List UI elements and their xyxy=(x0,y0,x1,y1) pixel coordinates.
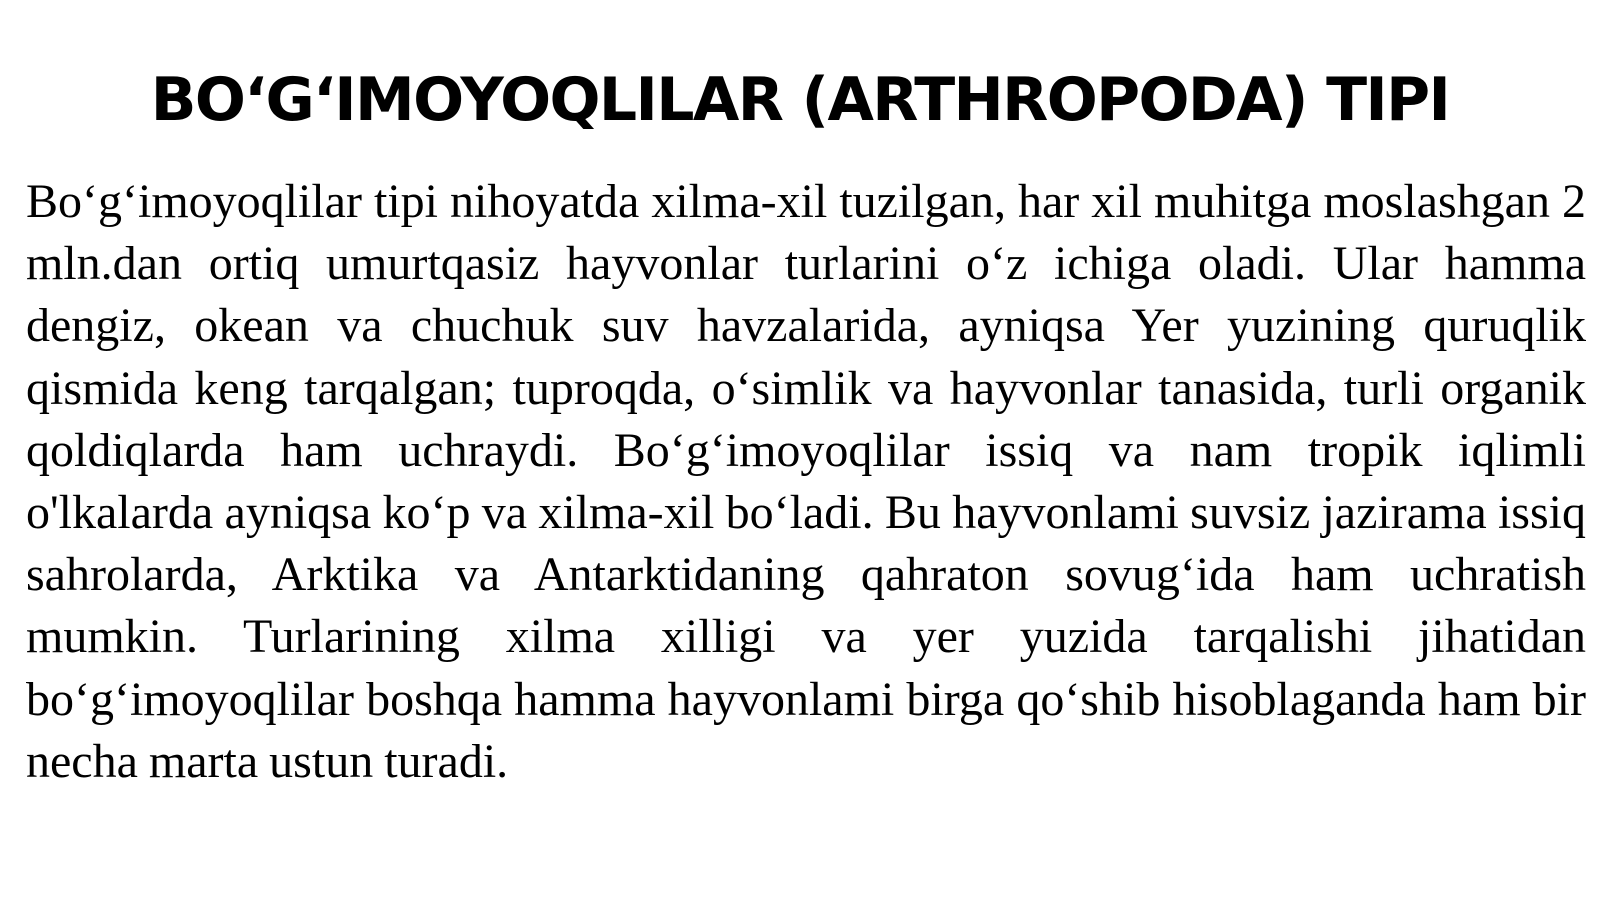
slide-body-paragraph: Bo‘g‘imoyoqlilar tipi nihoyatda xilma-xil tuzilgan, har xil muhitga moslashgan 2 mln.dan ortiq umurtqasiz hayvonlar turlarini o‘z ichiga oladi. Ular hamma dengiz, okean va chuchuk suv havzalarida, ayniqsa Yer yuzining quruqlik qismida keng tarqalgan; tuproqda, o‘simlik va hayvonlar tanasida, turli organik qoldiqlarda ham uchraydi. Bo‘g‘imoyoqlilar issiq va nam tropik iqlimli o'lkalarda ayniqsa ko‘p va xilma-xil bo‘ladi. Bu hayvonlami suvsiz jazirama issiq sahrolarda, Arktika va Antarktidaning qahraton sovug‘ida ham uchratish mumkin. Turlarining xilma xilligi va yer yuzida tarqalishi jihatidan bo‘g‘imoyoqlilar boshqa hamma hayvonlami birga qo‘shib hisoblaganda ham bir necha marta ustun turadi. xyxy=(26,175,1586,788)
slide-title: BO‘G‘IMOYOQLILAR (ARTHROPODA) TIPI xyxy=(150,65,1450,135)
